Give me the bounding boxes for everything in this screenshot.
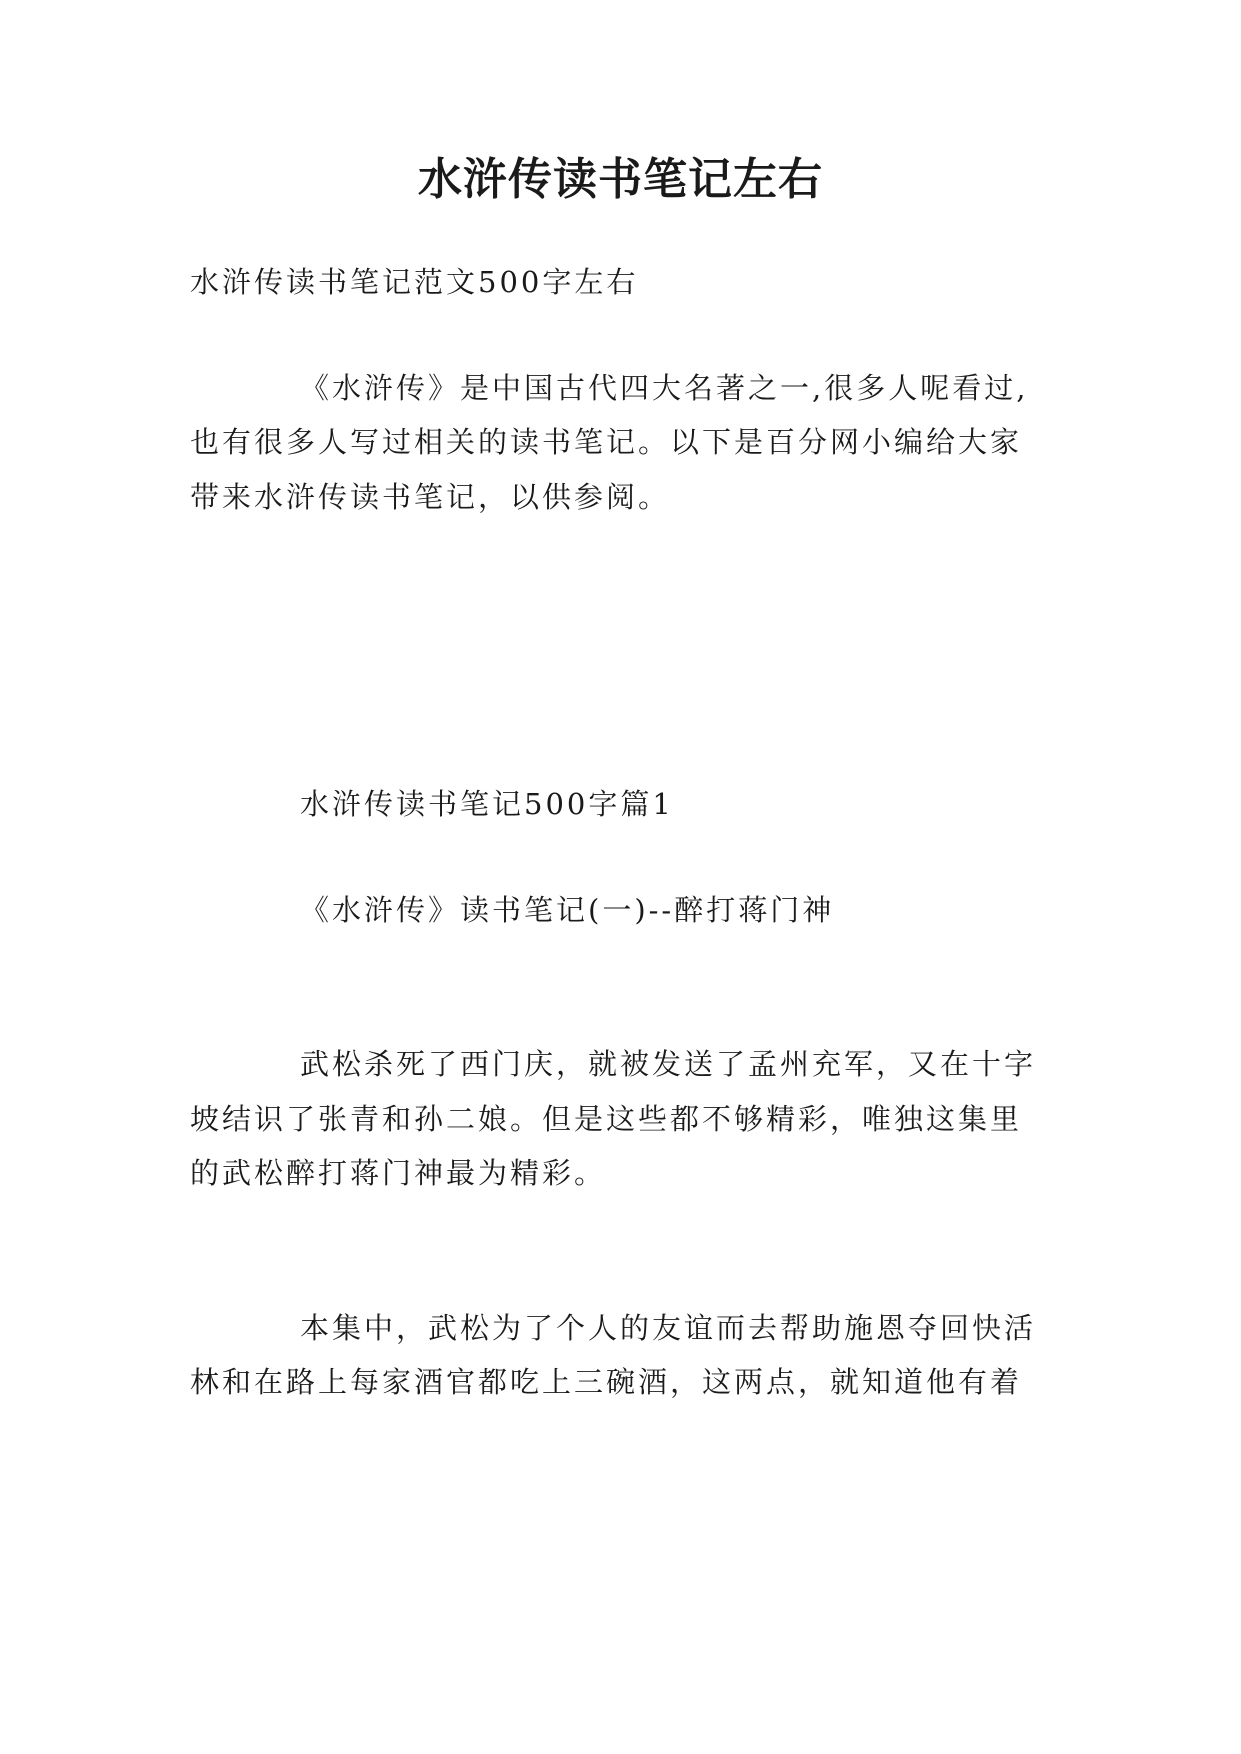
document-subtitle: 水浒传读书笔记范文500字左右 — [190, 265, 639, 299]
document-title: 水浒传读书笔记左右 — [418, 154, 823, 205]
paragraph-line: 林和在路上每家酒官都吃上三碗酒，这两点，就知道他有着 — [190, 1365, 1023, 1399]
intro-line: 《水浒传》是中国古代四大名著之一,很多人呢看过, — [300, 371, 1029, 405]
paragraph-line: 本集中，武松为了个人的友谊而去帮助施恩夺回快活 — [300, 1311, 1037, 1345]
intro-line: 也有很多人写过相关的读书笔记。以下是百分网小编给大家 — [190, 425, 1023, 459]
intro-line: 带来水浒传读书笔记，以供参阅。 — [190, 480, 671, 514]
paragraph-line: 的武松醉打蒋门神最为精彩。 — [190, 1156, 607, 1190]
paragraph-line: 坡结识了张青和孙二娘。但是这些都不够精彩，唯独这集里 — [190, 1102, 1023, 1136]
chapter-heading: 《水浒传》读书笔记(一)--醉打蒋门神 — [300, 893, 835, 927]
paragraph-line: 武松杀死了西门庆，就被发送了孟州充军，又在十字 — [300, 1047, 1037, 1081]
section-heading: 水浒传读书笔记500字篇1 — [300, 787, 674, 821]
